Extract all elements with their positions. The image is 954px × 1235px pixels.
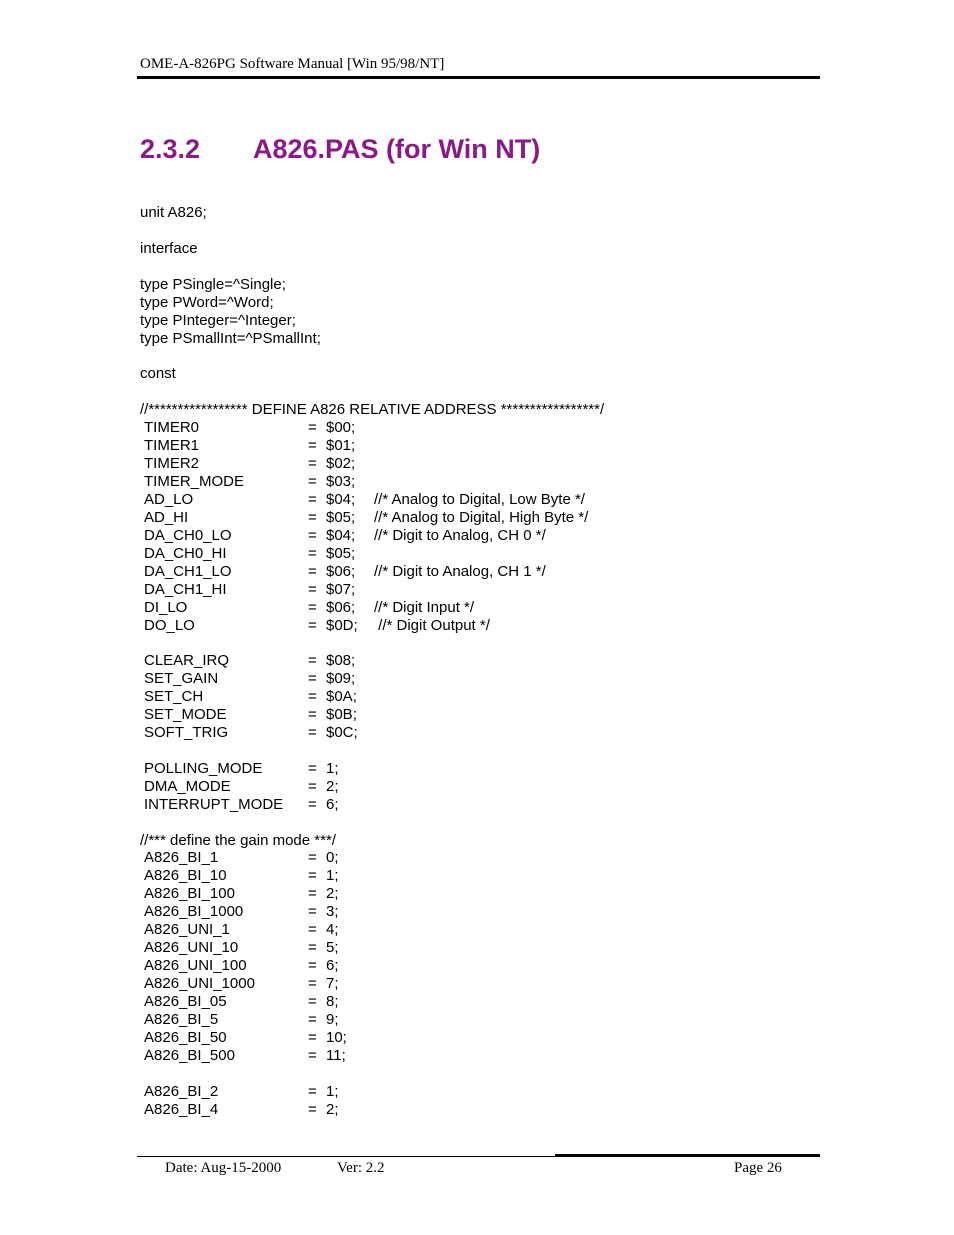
equals-sign: = bbox=[308, 724, 317, 741]
footer-divider-thick bbox=[555, 1154, 820, 1157]
code-constant-line bbox=[0, 617, 954, 635]
constant-value: $0D; bbox=[326, 617, 358, 634]
constant-value: 2; bbox=[326, 778, 339, 795]
constant-value: 1; bbox=[326, 760, 339, 777]
code-constant-line bbox=[0, 975, 954, 993]
code-constant-line bbox=[0, 706, 954, 724]
code-constant-line bbox=[0, 509, 954, 527]
constant-value: $06; bbox=[326, 599, 356, 616]
equals-sign: = bbox=[308, 885, 317, 902]
constant-value: 2; bbox=[326, 1101, 339, 1118]
code-constant-line bbox=[0, 885, 954, 903]
code-type-line: type PWord=^Word; bbox=[140, 294, 274, 311]
code-constant-line bbox=[0, 419, 954, 437]
equals-sign: = bbox=[308, 1011, 317, 1028]
constant-name: DMA_MODE bbox=[144, 778, 231, 795]
equals-sign: = bbox=[308, 849, 317, 866]
code-interface: interface bbox=[140, 240, 198, 257]
code-constant-line bbox=[0, 1047, 954, 1065]
section-title: A826.PAS (for Win NT) bbox=[253, 134, 541, 164]
constant-name: A826_UNI_1 bbox=[144, 921, 230, 938]
footer-version: Ver: 2.2 bbox=[337, 1160, 385, 1176]
equals-sign: = bbox=[308, 563, 317, 580]
equals-sign: = bbox=[308, 993, 317, 1010]
constant-comment: //* Digit to Analog, CH 1 */ bbox=[374, 563, 546, 580]
constant-value: 8; bbox=[326, 993, 339, 1010]
code-constant-line bbox=[0, 688, 954, 706]
constant-value: $04; bbox=[326, 527, 356, 544]
constant-name: A826_UNI_10 bbox=[144, 939, 239, 956]
constant-name: DO_LO bbox=[144, 617, 195, 634]
equals-sign: = bbox=[308, 419, 317, 436]
constant-value: $00; bbox=[326, 419, 356, 436]
constant-name: A826_BI_2 bbox=[144, 1083, 219, 1100]
equals-sign: = bbox=[308, 491, 317, 508]
equals-sign: = bbox=[308, 473, 317, 490]
constant-value: 1; bbox=[326, 867, 339, 884]
constant-comment: //* Digit to Analog, CH 0 */ bbox=[374, 527, 546, 544]
constant-comment: //* Digit Input */ bbox=[374, 599, 475, 616]
equals-sign: = bbox=[308, 617, 317, 634]
code-constant-line bbox=[0, 563, 954, 581]
code-constant-line bbox=[0, 921, 954, 939]
constant-name: SET_MODE bbox=[144, 706, 227, 723]
equals-sign: = bbox=[308, 796, 317, 813]
code-constant-line bbox=[0, 1101, 954, 1119]
constant-value: 5; bbox=[326, 939, 339, 956]
constant-name: A826_BI_1000 bbox=[144, 903, 244, 920]
footer-page: Page 26 bbox=[734, 1160, 782, 1176]
constant-value: 7; bbox=[326, 975, 339, 992]
code-gain-comment: //*** define the gain mode ***/ bbox=[140, 832, 336, 849]
constant-value: 0; bbox=[326, 849, 339, 866]
constant-value: 6; bbox=[326, 957, 339, 974]
constant-name: TIMER0 bbox=[144, 419, 200, 436]
equals-sign: = bbox=[308, 1047, 317, 1064]
equals-sign: = bbox=[308, 939, 317, 956]
equals-sign: = bbox=[308, 437, 317, 454]
code-type-line: type PSingle=^Single; bbox=[140, 276, 286, 293]
constant-name: A826_BI_4 bbox=[144, 1101, 219, 1118]
code-constant-line bbox=[0, 957, 954, 975]
code-constant-line bbox=[0, 1011, 954, 1029]
equals-sign: = bbox=[308, 1083, 317, 1100]
code-constant-line bbox=[0, 1029, 954, 1047]
section-heading bbox=[140, 134, 540, 165]
code-constant-line bbox=[0, 545, 954, 563]
equals-sign: = bbox=[308, 957, 317, 974]
constant-name: DA_CH0_HI bbox=[144, 545, 227, 562]
constant-name: SET_GAIN bbox=[144, 670, 219, 687]
constant-value: 10; bbox=[326, 1029, 347, 1046]
constant-value: 6; bbox=[326, 796, 339, 813]
constant-comment: //* Analog to Digital, Low Byte */ bbox=[374, 491, 585, 508]
code-constant-line bbox=[0, 778, 954, 796]
constant-name: SET_CH bbox=[144, 688, 204, 705]
footer-divider bbox=[137, 1156, 557, 1157]
code-constant-line bbox=[0, 599, 954, 617]
constant-value: $02; bbox=[326, 455, 356, 472]
equals-sign: = bbox=[308, 670, 317, 687]
code-constant-line bbox=[0, 527, 954, 545]
code-constant-line bbox=[0, 796, 954, 814]
code-address-comment: //***************** DEFINE A826 RELATIVE ADDRESS *****************/ bbox=[140, 401, 605, 418]
code-constant-line bbox=[0, 724, 954, 742]
code-constant-line bbox=[0, 581, 954, 599]
constant-value: $01; bbox=[326, 437, 356, 454]
equals-sign: = bbox=[308, 581, 317, 598]
constant-value: $0A; bbox=[326, 688, 357, 705]
equals-sign: = bbox=[308, 975, 317, 992]
equals-sign: = bbox=[308, 652, 317, 669]
constant-name: A826_UNI_100 bbox=[144, 957, 247, 974]
constant-name: TIMER_MODE bbox=[144, 473, 245, 490]
equals-sign: = bbox=[308, 509, 317, 526]
constant-value: 9; bbox=[326, 1011, 339, 1028]
code-constant-line bbox=[0, 1083, 954, 1101]
equals-sign: = bbox=[308, 903, 317, 920]
constant-name: A826_UNI_1000 bbox=[144, 975, 255, 992]
constant-value: $07; bbox=[326, 581, 356, 598]
constant-name: POLLING_MODE bbox=[144, 760, 263, 777]
constant-name: A826_BI_05 bbox=[144, 993, 227, 1010]
constant-value: 11; bbox=[326, 1047, 346, 1064]
constant-value: $0B; bbox=[326, 706, 357, 723]
code-constant-line bbox=[0, 867, 954, 885]
constant-value: 4; bbox=[326, 921, 339, 938]
constant-name: AD_LO bbox=[144, 491, 194, 508]
constant-name: AD_HI bbox=[144, 509, 189, 526]
constant-name: TIMER1 bbox=[144, 437, 200, 454]
code-const: const bbox=[140, 365, 176, 382]
equals-sign: = bbox=[308, 455, 317, 472]
equals-sign: = bbox=[308, 867, 317, 884]
constant-name: A826_BI_10 bbox=[144, 867, 227, 884]
constant-value: $0C; bbox=[326, 724, 358, 741]
code-constant-line bbox=[0, 491, 954, 509]
constant-name: DA_CH1_HI bbox=[144, 581, 227, 598]
code-constant-line bbox=[0, 939, 954, 957]
code-constant-line bbox=[0, 849, 954, 867]
constant-name: DI_LO bbox=[144, 599, 188, 616]
section-number: 2.3.2 bbox=[140, 134, 201, 164]
constant-value: 1; bbox=[326, 1083, 339, 1100]
code-constant-line bbox=[0, 670, 954, 688]
code-constant-line bbox=[0, 455, 954, 473]
code-constant-line bbox=[0, 437, 954, 455]
constant-name: A826_BI_100 bbox=[144, 885, 235, 902]
equals-sign: = bbox=[308, 545, 317, 562]
constant-name: CLEAR_IRQ bbox=[144, 652, 230, 669]
code-constant-line bbox=[0, 760, 954, 778]
code-unit: unit A826; bbox=[140, 204, 207, 221]
header-divider bbox=[137, 76, 820, 79]
equals-sign: = bbox=[308, 760, 317, 777]
code-constant-line bbox=[0, 652, 954, 670]
constant-name: INTERRUPT_MODE bbox=[144, 796, 284, 813]
constant-value: $09; bbox=[326, 670, 356, 687]
code-type-line: type PInteger=^Integer; bbox=[140, 312, 296, 329]
constant-value: 3; bbox=[326, 903, 339, 920]
constant-value: $05; bbox=[326, 509, 356, 526]
equals-sign: = bbox=[308, 688, 317, 705]
equals-sign: = bbox=[308, 706, 317, 723]
equals-sign: = bbox=[308, 599, 317, 616]
constant-value: $06; bbox=[326, 563, 356, 580]
equals-sign: = bbox=[308, 778, 317, 795]
constant-name: TIMER2 bbox=[144, 455, 200, 472]
constant-name: A826_BI_1 bbox=[144, 849, 219, 866]
constant-name: DA_CH0_LO bbox=[144, 527, 232, 544]
constant-value: $04; bbox=[326, 491, 356, 508]
constant-name: A826_BI_5 bbox=[144, 1011, 219, 1028]
code-type-line: type PSmallInt=^PSmallInt; bbox=[140, 330, 321, 347]
constant-comment: //* Digit Output */ bbox=[374, 617, 490, 634]
code-constant-line bbox=[0, 903, 954, 921]
code-constant-line bbox=[0, 993, 954, 1011]
constant-name: SOFT_TRIG bbox=[144, 724, 229, 741]
constant-name: A826_BI_50 bbox=[144, 1029, 227, 1046]
header-title: OME-A-826PG Software Manual [Win 95/98/NT] bbox=[140, 56, 445, 72]
constant-name: DA_CH1_LO bbox=[144, 563, 232, 580]
constant-value: $03; bbox=[326, 473, 356, 490]
constant-value: 2; bbox=[326, 885, 339, 902]
code-constant-line bbox=[0, 473, 954, 491]
constant-value: $05; bbox=[326, 545, 356, 562]
footer-date: Date: Aug-15-2000 bbox=[165, 1160, 282, 1176]
equals-sign: = bbox=[308, 1029, 317, 1046]
equals-sign: = bbox=[308, 527, 317, 544]
constant-name: A826_BI_500 bbox=[144, 1047, 235, 1064]
equals-sign: = bbox=[308, 921, 317, 938]
constant-comment: //* Analog to Digital, High Byte */ bbox=[374, 509, 589, 526]
constant-value: $08; bbox=[326, 652, 356, 669]
equals-sign: = bbox=[308, 1101, 317, 1118]
